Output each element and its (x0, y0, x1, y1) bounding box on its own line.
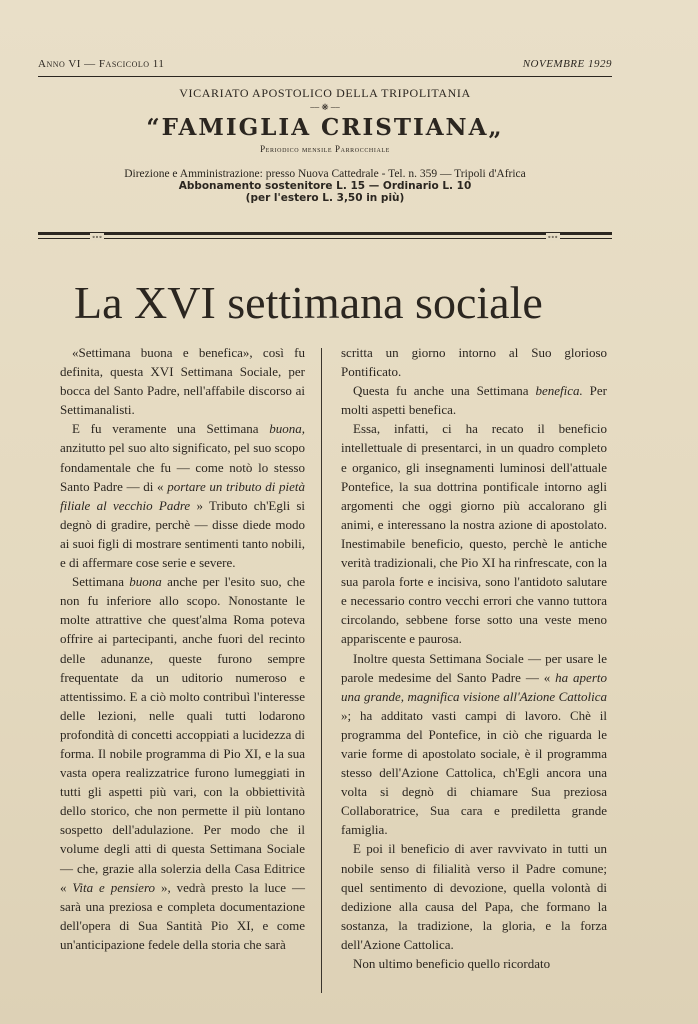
paragraph: Essa, infatti, ci ha recato il beneficio intellettuale di presentarci, in un quadro completo e organico, gli insegnamenti luminosi dell'attuale Pontefice, la sua dottrina pontificale intorno agli argomenti che oggi giorno più accalorano gli animi, e interessano la nostra azione di apostolato. Inestimabile beneficio, questo, perchè le antiche verità tradizionali, che Pio XI ha rinfrescate, con la sua parola forte e incisiva, sono l'antidoto salutare e necessario contro vecchi errori che vanno tuttora circolando, sebbene forse sotto una veste meno appariscente e paurosa. (341, 421, 607, 647)
paragraph: Questa fu anche una Settimana benefica. Per molti aspetti benefica. (341, 383, 607, 418)
admin-address: Direzione e Amministrazione: presso Nuova Cattedrale - Tel. n. 359 — Tripoli d'Africa (124, 168, 526, 180)
rule-ornament-icon: ∘∘∘ (547, 233, 558, 241)
column-divider (321, 348, 322, 993)
article-column-left (60, 343, 305, 954)
article-headline: La XVI settimana sociale (74, 277, 543, 328)
issue-number: Anno VI — Fascicolo 11 (38, 58, 165, 70)
issue-header (38, 58, 612, 70)
issue-date: NOVEMBRE 1929 (522, 58, 612, 70)
masthead (38, 86, 612, 204)
paragraph: E fu veramente una Settimana buona, anzitutto pel suo alto significato, pel suo scopo fondamentale che fu — come notò lo stesso Santo Padre — di « portare un tributo di pietà filiale al vecchio Padre » Tributo ch'Egli si degnò di gradire, perchè — disse diede modo ai suoi figli di mostrare sentimenti tanto nobili, e di affermare cose serie e severe. (60, 421, 306, 571)
article-column-right (341, 343, 607, 973)
vicariato-line: VICARIATO APOSTOLICO DELLA TRIPOLITANIA (179, 86, 471, 100)
paragraph: scritta un giorno intorno al Suo glorioso Pontificato. (341, 345, 607, 380)
rule-ornament-icon: ∘∘∘ (92, 233, 103, 241)
newspaper-title: “FAMIGLIA CRISTIANA„ (146, 114, 504, 141)
paragraph: E poi il beneficio di aver ravvivato in tutti un nobile senso di filialità verso il Padre comune; quel sentimento di devozione, quella volontà di dedizione alla causa del Papa, che formano la sostanza, la tradizione, la gloria, e la forza dell'Azione Cattolica. (341, 841, 607, 952)
paragraph: Settimana buona anche per l'esito suo, che non fu inferiore allo scopo. Nonostante le molte attrattive che quest'alma Roma poteva offrire ai partecipanti, anche fuori del recinto delle adunanze, queste furono sempre frequentate da un uditorio numeroso e attentissimo. E a ciò molto contribuì l'interesse delle lezioni, nelle quali tutti lodarono profondità di concetti accoppiati a lucidezza di forma. Il nobile programma di Pio XI, e la sua vasta opera realizzatrice furono lumeggiati in tutti gli aspetti più vari, con la obbiettività dello storico, che non permette il più lontano sospetto dell'adulazione. Per modo che il volume degli atti di questa Settimana Sociale — che, grazie alla solerzia della Casa Editrice « Vita e pensiero », vedrà presto la luce — sarà una preziosa e completa documentazione dell'opera di Sua Santità Pio XI, e come un'anticipazione fedele della storia che sarà (60, 574, 305, 952)
paragraph: «Settimana buona e benefica», così fu definita, questa XVI Settimana Sociale, per bocca del Santo Padre, nell'affabile discorso ai Settimanalisti. (60, 345, 305, 418)
foreign-price: (per l'estero L. 3,50 in più) (245, 192, 405, 204)
paragraph: Non ultimo beneficio quello ricordato (353, 956, 551, 971)
header-rule (38, 76, 612, 77)
newspaper-subtitle: Periodico mensile Parrocchiale (260, 144, 390, 154)
paragraph: Inoltre questa Settimana Sociale — per usare le parole medesime del Santo Padre — « ha aperto una grande, magnifica visione all'Azione Cattolica »; ha additato vasti campi di lavoro. Chè il programma del Pontefice, in ciò che riguarda le varie forme di apostolato sociale, è il programma stesso dell'Azione Cattolica, ch'Egli ancora una volta si degnò di chiamare Sua preziosa Collaboratrice, Sua cara e prediletta grande famiglia. (341, 650, 607, 838)
masthead-double-rule (38, 232, 612, 242)
administration-info (38, 168, 612, 204)
subscription-prices: Abbonamento sostenitore L. 15 — Ordinario L. 10 (178, 180, 472, 192)
ornament-icon: ⎯⎯ ⁕ ⎯⎯ (310, 102, 340, 112)
